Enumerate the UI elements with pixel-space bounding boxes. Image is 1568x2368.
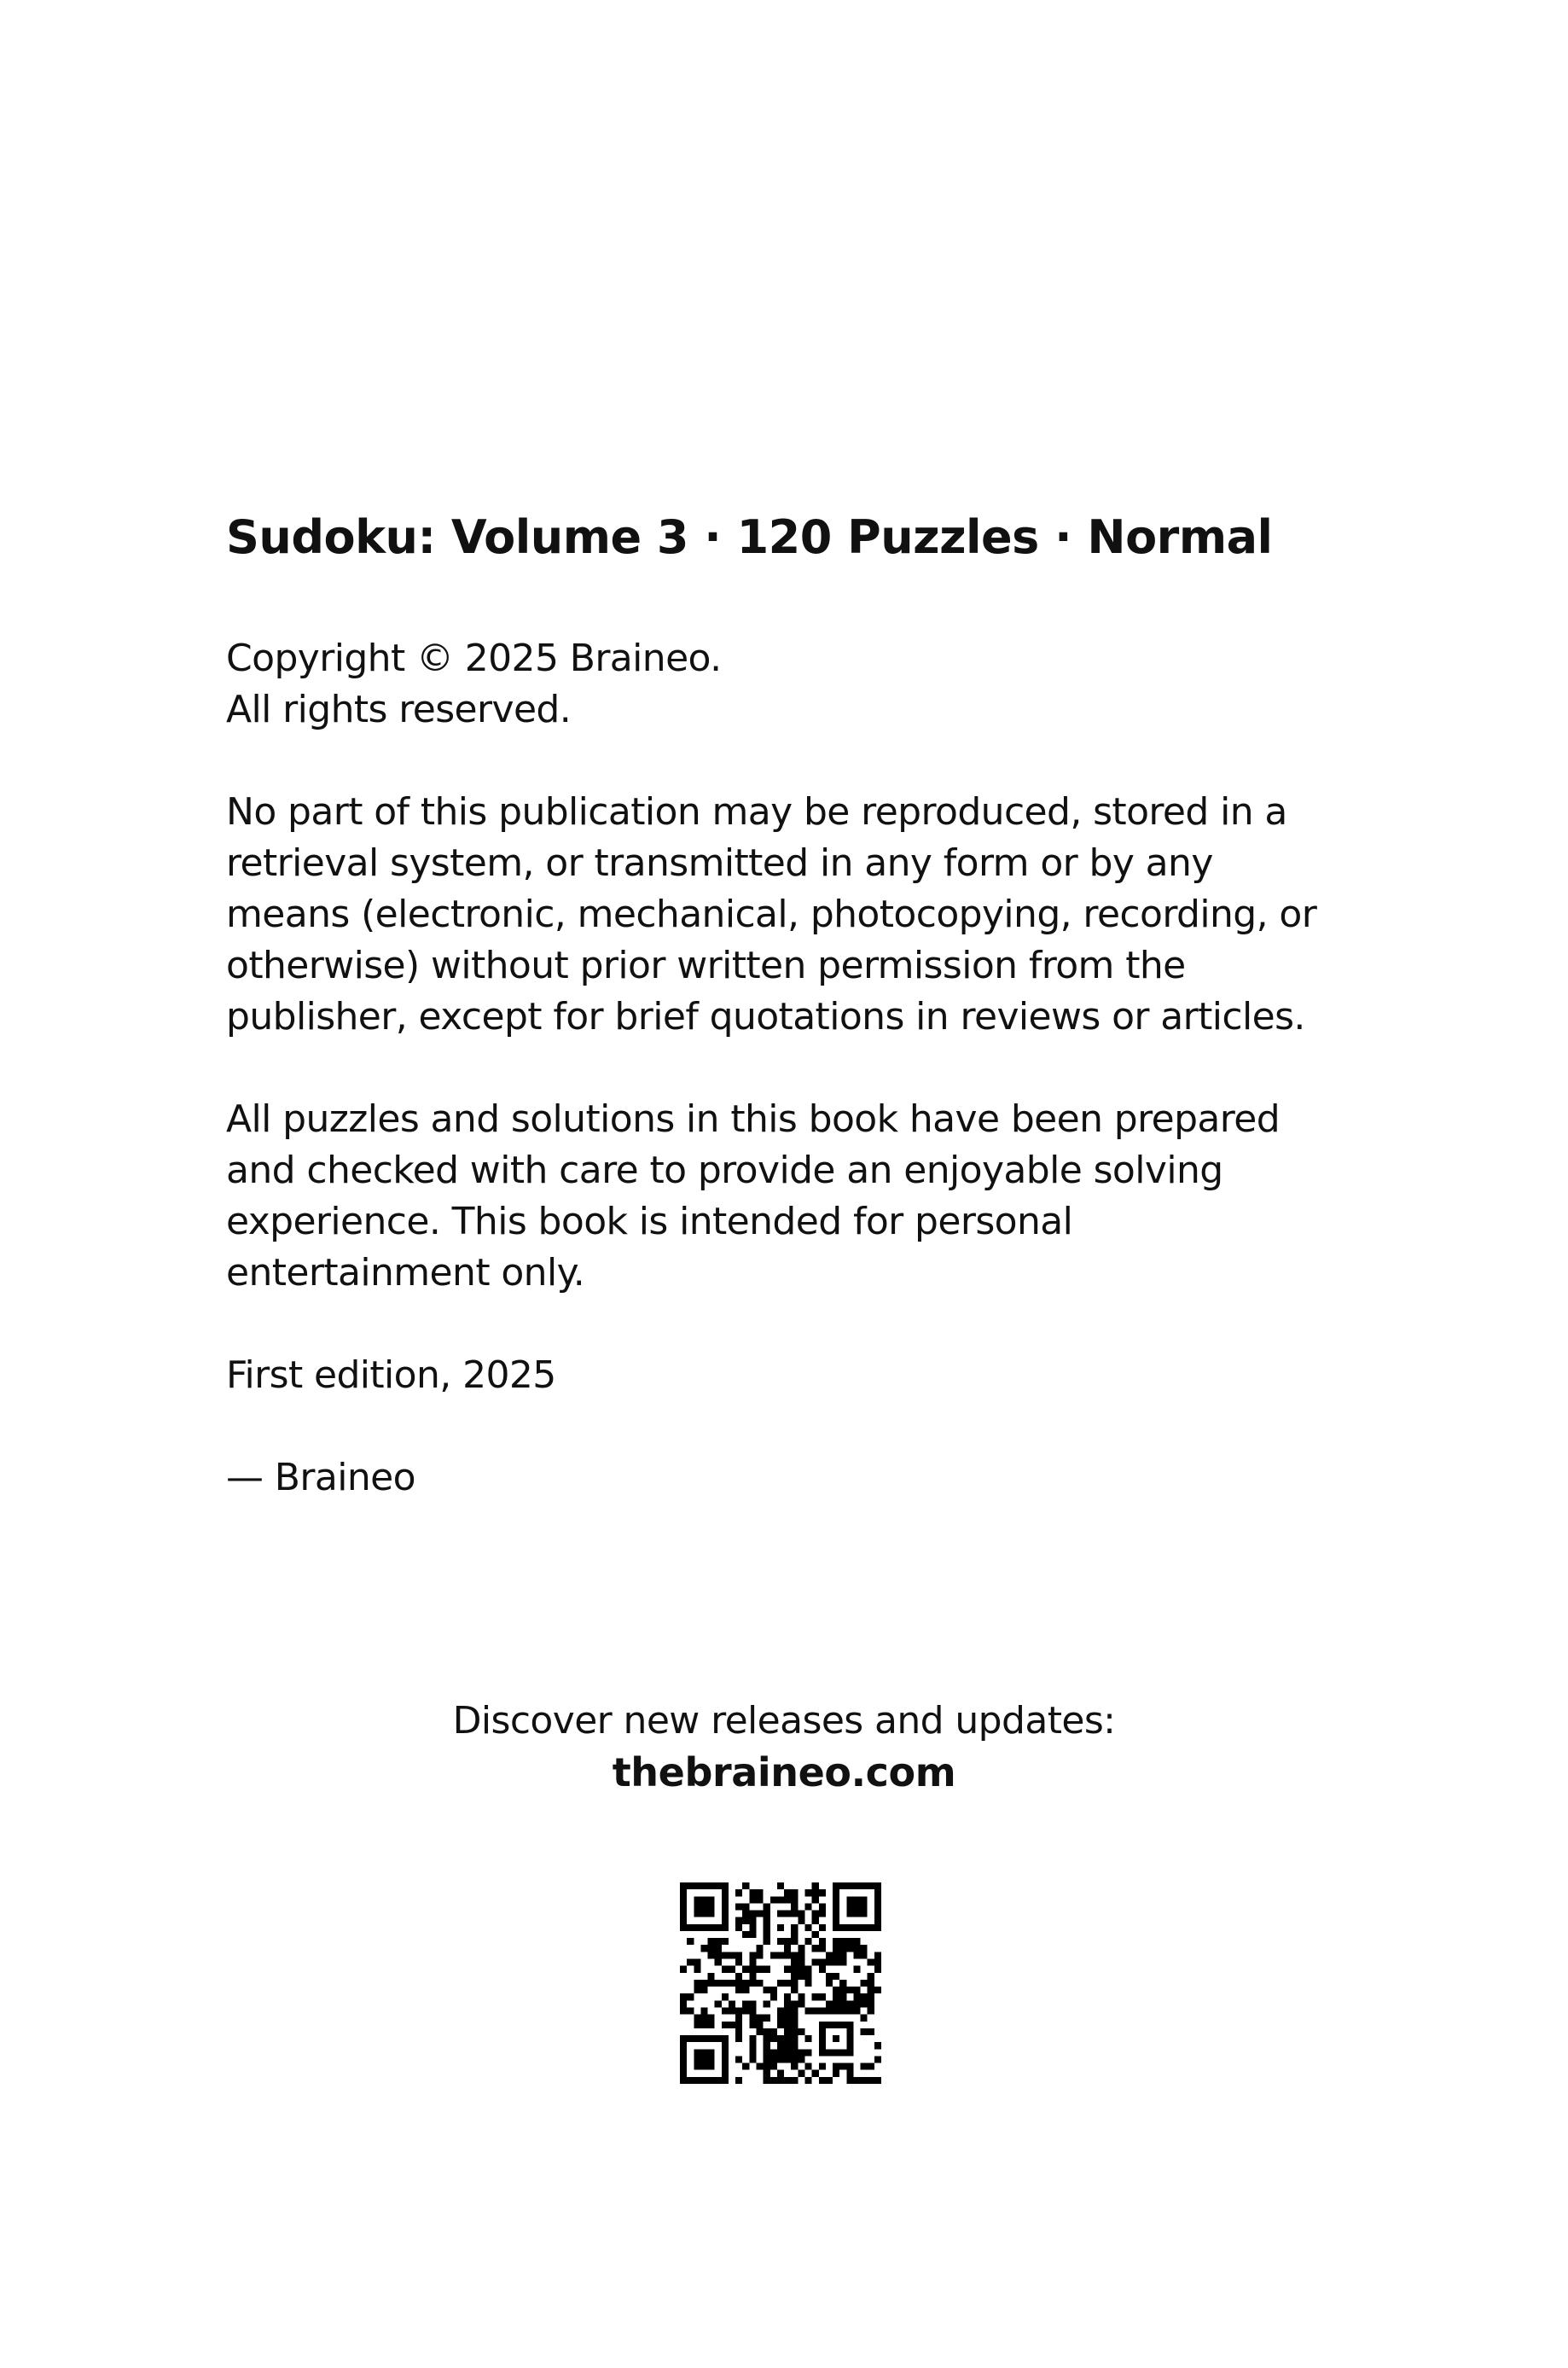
quality-notice-line: All puzzles and solutions in this book have been prepared [226, 1097, 1281, 1141]
quality-notice-line: experience. This book is intended for personal [226, 1200, 1073, 1243]
rights-notice-line: otherwise) without prior written permission from the [226, 944, 1186, 987]
rights-notice-line: No part of this publication may be reproduced, stored in a [226, 790, 1287, 834]
quality-notice-line: entertainment only. [226, 1251, 585, 1295]
rights-notice-line: means (electronic, mechanical, photocopying, recording, or [226, 893, 1317, 936]
copyright-notice [226, 633, 1361, 736]
page-title: Sudoku: Volume 3 · 120 Puzzles · Normal [226, 510, 1273, 564]
rights-notice-line: publisher, except for brief quotations in reviews or articles. [226, 995, 1305, 1039]
copyright-line: Copyright © 2025 Braineo. [226, 637, 722, 680]
footer [0, 1696, 1568, 1798]
qr-code-icon[interactable] [680, 1882, 881, 2084]
quality-notice-paragraph [226, 1094, 1361, 1299]
rights-notice-paragraph [226, 787, 1361, 1043]
signature-text: — Braineo [226, 1456, 415, 1499]
discover-text: Discover new releases and updates: [452, 1699, 1116, 1743]
rights-notice-line: retrieval system, or transmitted in any form or by any [226, 841, 1213, 885]
rights-reserved-line: All rights reserved. [226, 688, 572, 731]
copyright-content [226, 503, 1361, 1504]
quality-notice-line: and checked with care to provide an enjoyable solving [226, 1149, 1223, 1192]
website-link[interactable]: thebraineo.com [612, 1749, 956, 1795]
edition-text: First edition, 2025 [226, 1353, 556, 1397]
